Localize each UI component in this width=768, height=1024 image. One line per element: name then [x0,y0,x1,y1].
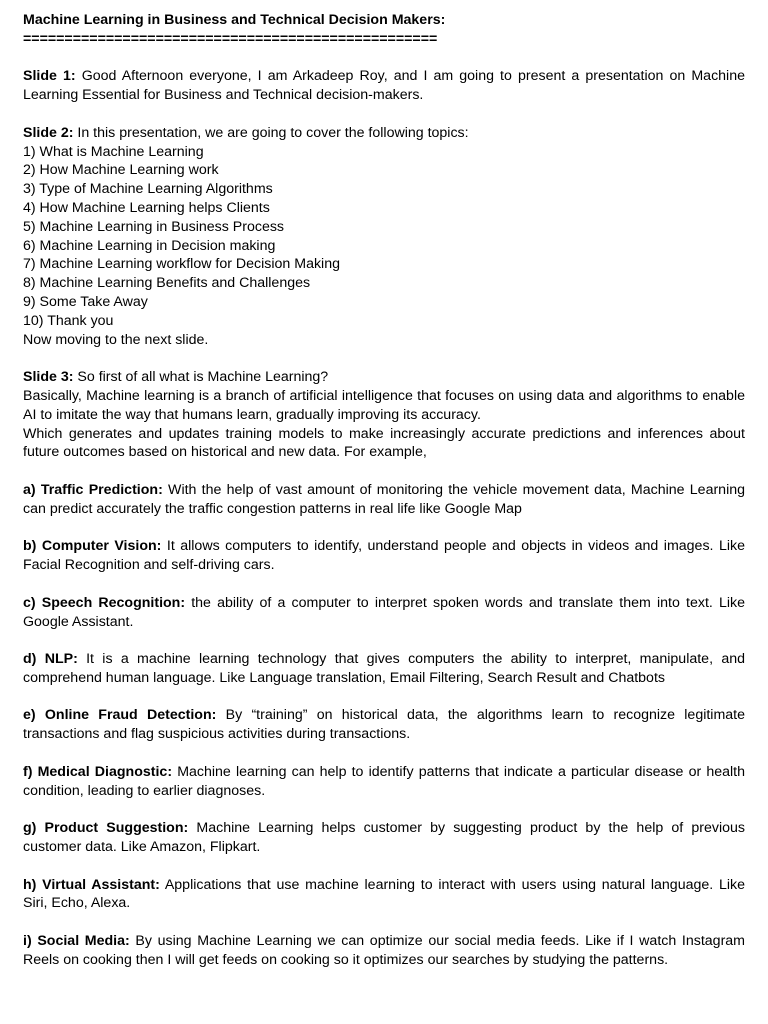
slide-2-outro: Now moving to the next slide. [23,331,209,348]
list-item: 1) What is Machine Learning [23,143,204,160]
example-text: It is a machine learning technology that gives computers the ability to interpret, manipulate, and comprehend human language. Like Language translation, Email Filtering, Search Result and Chatbots [23,651,745,686]
list-item: 8) Machine Learning Benefits and Challenges [23,275,311,292]
slide-1-text: Good Afternoon everyone, I am Arkadeep Roy, and I am going to present a presentation on Machine Learning Essential for Business and Technical decision-makers. [23,68,745,104]
list-item: 3) Type of Machine Learning Algorithms [23,181,273,198]
slide-3-explanation: Which generates and updates training models to make increasingly accurate predictions and inferences about future outcomes based on historical and new data. For example, [23,425,745,461]
example-label: f) Medical Diagnostic: [23,763,173,780]
example-paragraph [23,481,745,519]
spacer [23,519,745,538]
slide-2-intro-line [23,124,745,143]
slide-2-label: Slide 2: [23,124,74,141]
example-label: e) Online Fraud Detection: [23,707,217,724]
spacer [23,105,745,124]
example-text: With the help of vast amount of monitoring the vehicle movement data, Machine Learning can predict accurately the traffic congestion patterns in real life like Google Map [23,481,746,517]
example-label: h) Virtual Assistant: [23,876,160,893]
example-label: a) Traffic Prediction: [23,481,163,498]
spacer [23,49,745,68]
spacer [23,800,745,819]
example-paragraph [23,932,745,970]
example-label: i) Social Media: [23,933,130,950]
example-text: Machine Learning helps customer by suggesting product by the help of previous customer data. Like Amazon, Flipkart. [23,820,745,856]
example-text: By “training” on historical data, the algorithms learn to recognize legitimate transactions and flag suspicious activities during transactions. [23,707,746,743]
example-label: b) Computer Vision: [23,538,162,555]
example-paragraph [23,706,745,744]
list-item: 2) How Machine Learning work [23,162,219,179]
list-item: 6) Machine Learning in Decision making [23,237,276,254]
example-label: c) Speech Recognition: [23,594,186,611]
list-item: 9) Some Take Away [23,293,148,310]
spacer [23,575,745,594]
example-paragraph [23,594,745,632]
example-label: g) Product Suggestion: [23,820,189,837]
example-paragraph [23,876,745,914]
spacer [23,913,745,932]
document-title: Machine Learning in Business and Technical Decision Makers: [23,12,446,28]
example-text: Applications that use machine learning to interact with users using natural language. Like Siri, Echo, Alexa. [23,876,745,912]
example-label: d) NLP: [23,651,78,668]
spacer [23,349,745,368]
spacer [23,631,745,650]
slide-3-question: So first of all what is Machine Learning? [73,369,329,386]
spacer [23,688,745,707]
slide-2-intro: In this presentation, we are going to cover the following topics: [73,124,469,141]
spacer [23,857,745,876]
topic-list [23,143,745,331]
spacer [23,462,745,481]
list-item: 5) Machine Learning in Business Process [23,218,285,235]
example-text: By using Machine Learning we can optimize our social media feeds. Like if I watch Instagram Reels on cooking then I will get feeds on cooking so it optimizes our searches by studying the patterns. [23,933,745,968]
example-text: It allows computers to identify, understand people and objects in videos and images. Like Facial Recognition and self-driving cars. [23,538,745,574]
slide-3-question-line [23,368,745,387]
spacer [23,744,745,763]
example-text: Machine learning can help to identify patterns that indicate a particular disease or health condition, leading to earlier diagnoses. [23,763,746,799]
example-text: the ability of a computer to interpret spoken words and translate them into text. Like Google Assistant. [23,594,746,630]
slide-1-paragraph [23,67,745,105]
example-paragraph [23,763,745,801]
slide-3-definition: Basically, Machine learning is a branch of artificial intelligence that focuses on using data and algorithms to enable AI to imitate the way that humans learn, gradually improving its accuracy. [23,387,745,423]
list-item: 4) How Machine Learning helps Clients [23,199,270,216]
example-paragraph [23,537,745,575]
list-item: 10) Thank you [23,312,114,329]
title-underline: ================================================== [23,30,438,47]
slide-1-label: Slide 1: [23,68,76,85]
example-paragraph [23,650,745,688]
slide-3-label: Slide 3: [23,369,74,386]
list-item: 7) Machine Learning workflow for Decision Making [23,256,340,273]
example-paragraph [23,819,745,857]
